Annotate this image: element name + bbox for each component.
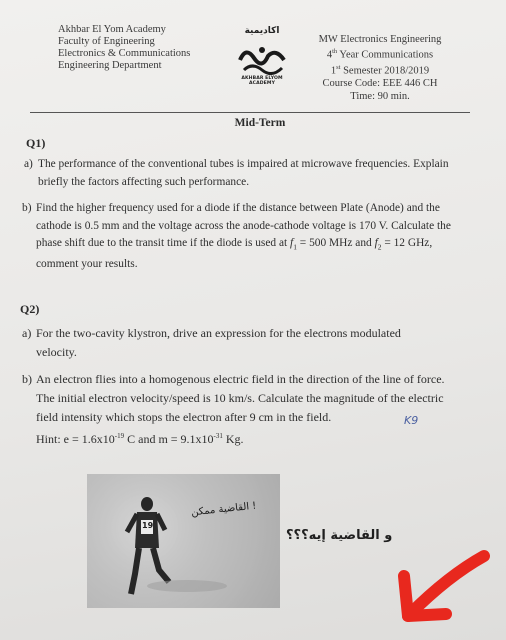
football-player-figure <box>87 474 280 608</box>
q2-a-line-1: For the two-cavity klystron, drive an expression for the electrons modulated <box>36 326 401 340</box>
logo-caption: AKHBAR ELYOM ACADEMY <box>241 76 283 86</box>
course-code: Course Code: EEE 446 CH <box>322 78 438 90</box>
q2-a-label: a) <box>22 326 32 340</box>
q1-b-line-1: Find the higher frequency used for a diode if the distance between Plate (Anode) and the <box>36 202 440 214</box>
q2-part-b <box>22 370 496 449</box>
year-line: 4th Year Communications <box>326 48 434 61</box>
pasted-meme-photo <box>87 474 280 608</box>
red-arrow-icon <box>388 538 498 628</box>
photo-caption: القاضية ممكن ! <box>190 500 257 519</box>
q2-b-label: b) <box>22 372 32 386</box>
q2-b-line-2: The initial electron velocity/speed is 10 km/s. Calculate the magnitude of the electric <box>36 391 444 405</box>
institution-header <box>58 24 238 72</box>
academy-logo <box>232 26 292 86</box>
exam-time: Time: 90 min. <box>350 90 410 102</box>
q1-heading: Q1) <box>26 136 46 150</box>
course-header <box>300 34 460 103</box>
header-divider <box>30 112 470 113</box>
q2-b-line-3: field intensity which stops the electron after 9 cm in the field. <box>36 410 332 424</box>
q1-b-line-4: comment your results. <box>36 257 138 270</box>
arabic-caption: و القاضية إيه؟؟؟ <box>286 528 393 543</box>
q1-a-line-2: briefly the factors affecting such performance. <box>38 175 250 188</box>
jersey-number: 19 <box>142 521 154 530</box>
exam-title: Mid-Term <box>234 117 286 129</box>
handwritten-note: K9 <box>404 414 419 427</box>
q1-b-line-3: phase shift due to the transit time if the diode is used at $f_1 = 500$ MHz and $f_2 = 12$ GHz, <box>36 237 433 252</box>
q1-b-label: b) <box>22 202 32 214</box>
q2-heading: Q2) <box>20 302 40 316</box>
q2-hint: Hint: $e = 1.6x10^{-19}$ C and $m = 9.1x10^{-31}$ Kg. <box>36 432 244 446</box>
faculty-name: Faculty of Engineering <box>58 36 155 47</box>
q2-part-a <box>22 324 486 362</box>
q1-part-b <box>22 200 491 273</box>
semester-line: 1st Semester 2018/2019 <box>330 64 430 77</box>
academy-name: Akhbar El Yom Academy <box>58 24 166 35</box>
q1-b-line-2: cathode is 0.5 mm and the voltage across the anode-cathode voltage is 170 V. Calculate the <box>36 219 451 232</box>
department-line-1: Electronics & Communications <box>58 48 191 59</box>
department-line-2: Engineering Department <box>58 60 162 71</box>
q1-a-label: a) <box>24 158 33 170</box>
logo-title: اكاديمية <box>244 26 280 36</box>
course-name: MW Electronics Engineering <box>318 34 442 45</box>
q1-part-a <box>24 156 488 191</box>
q1-a-line-1: The performance of the conventional tubes is impaired at microwave frequencies. Explain <box>38 158 449 170</box>
q2-a-line-2: velocity. <box>36 345 77 359</box>
q2-b-line-1: An electron flies into a homogenous electric field in the direction of the line of force. <box>36 372 445 386</box>
